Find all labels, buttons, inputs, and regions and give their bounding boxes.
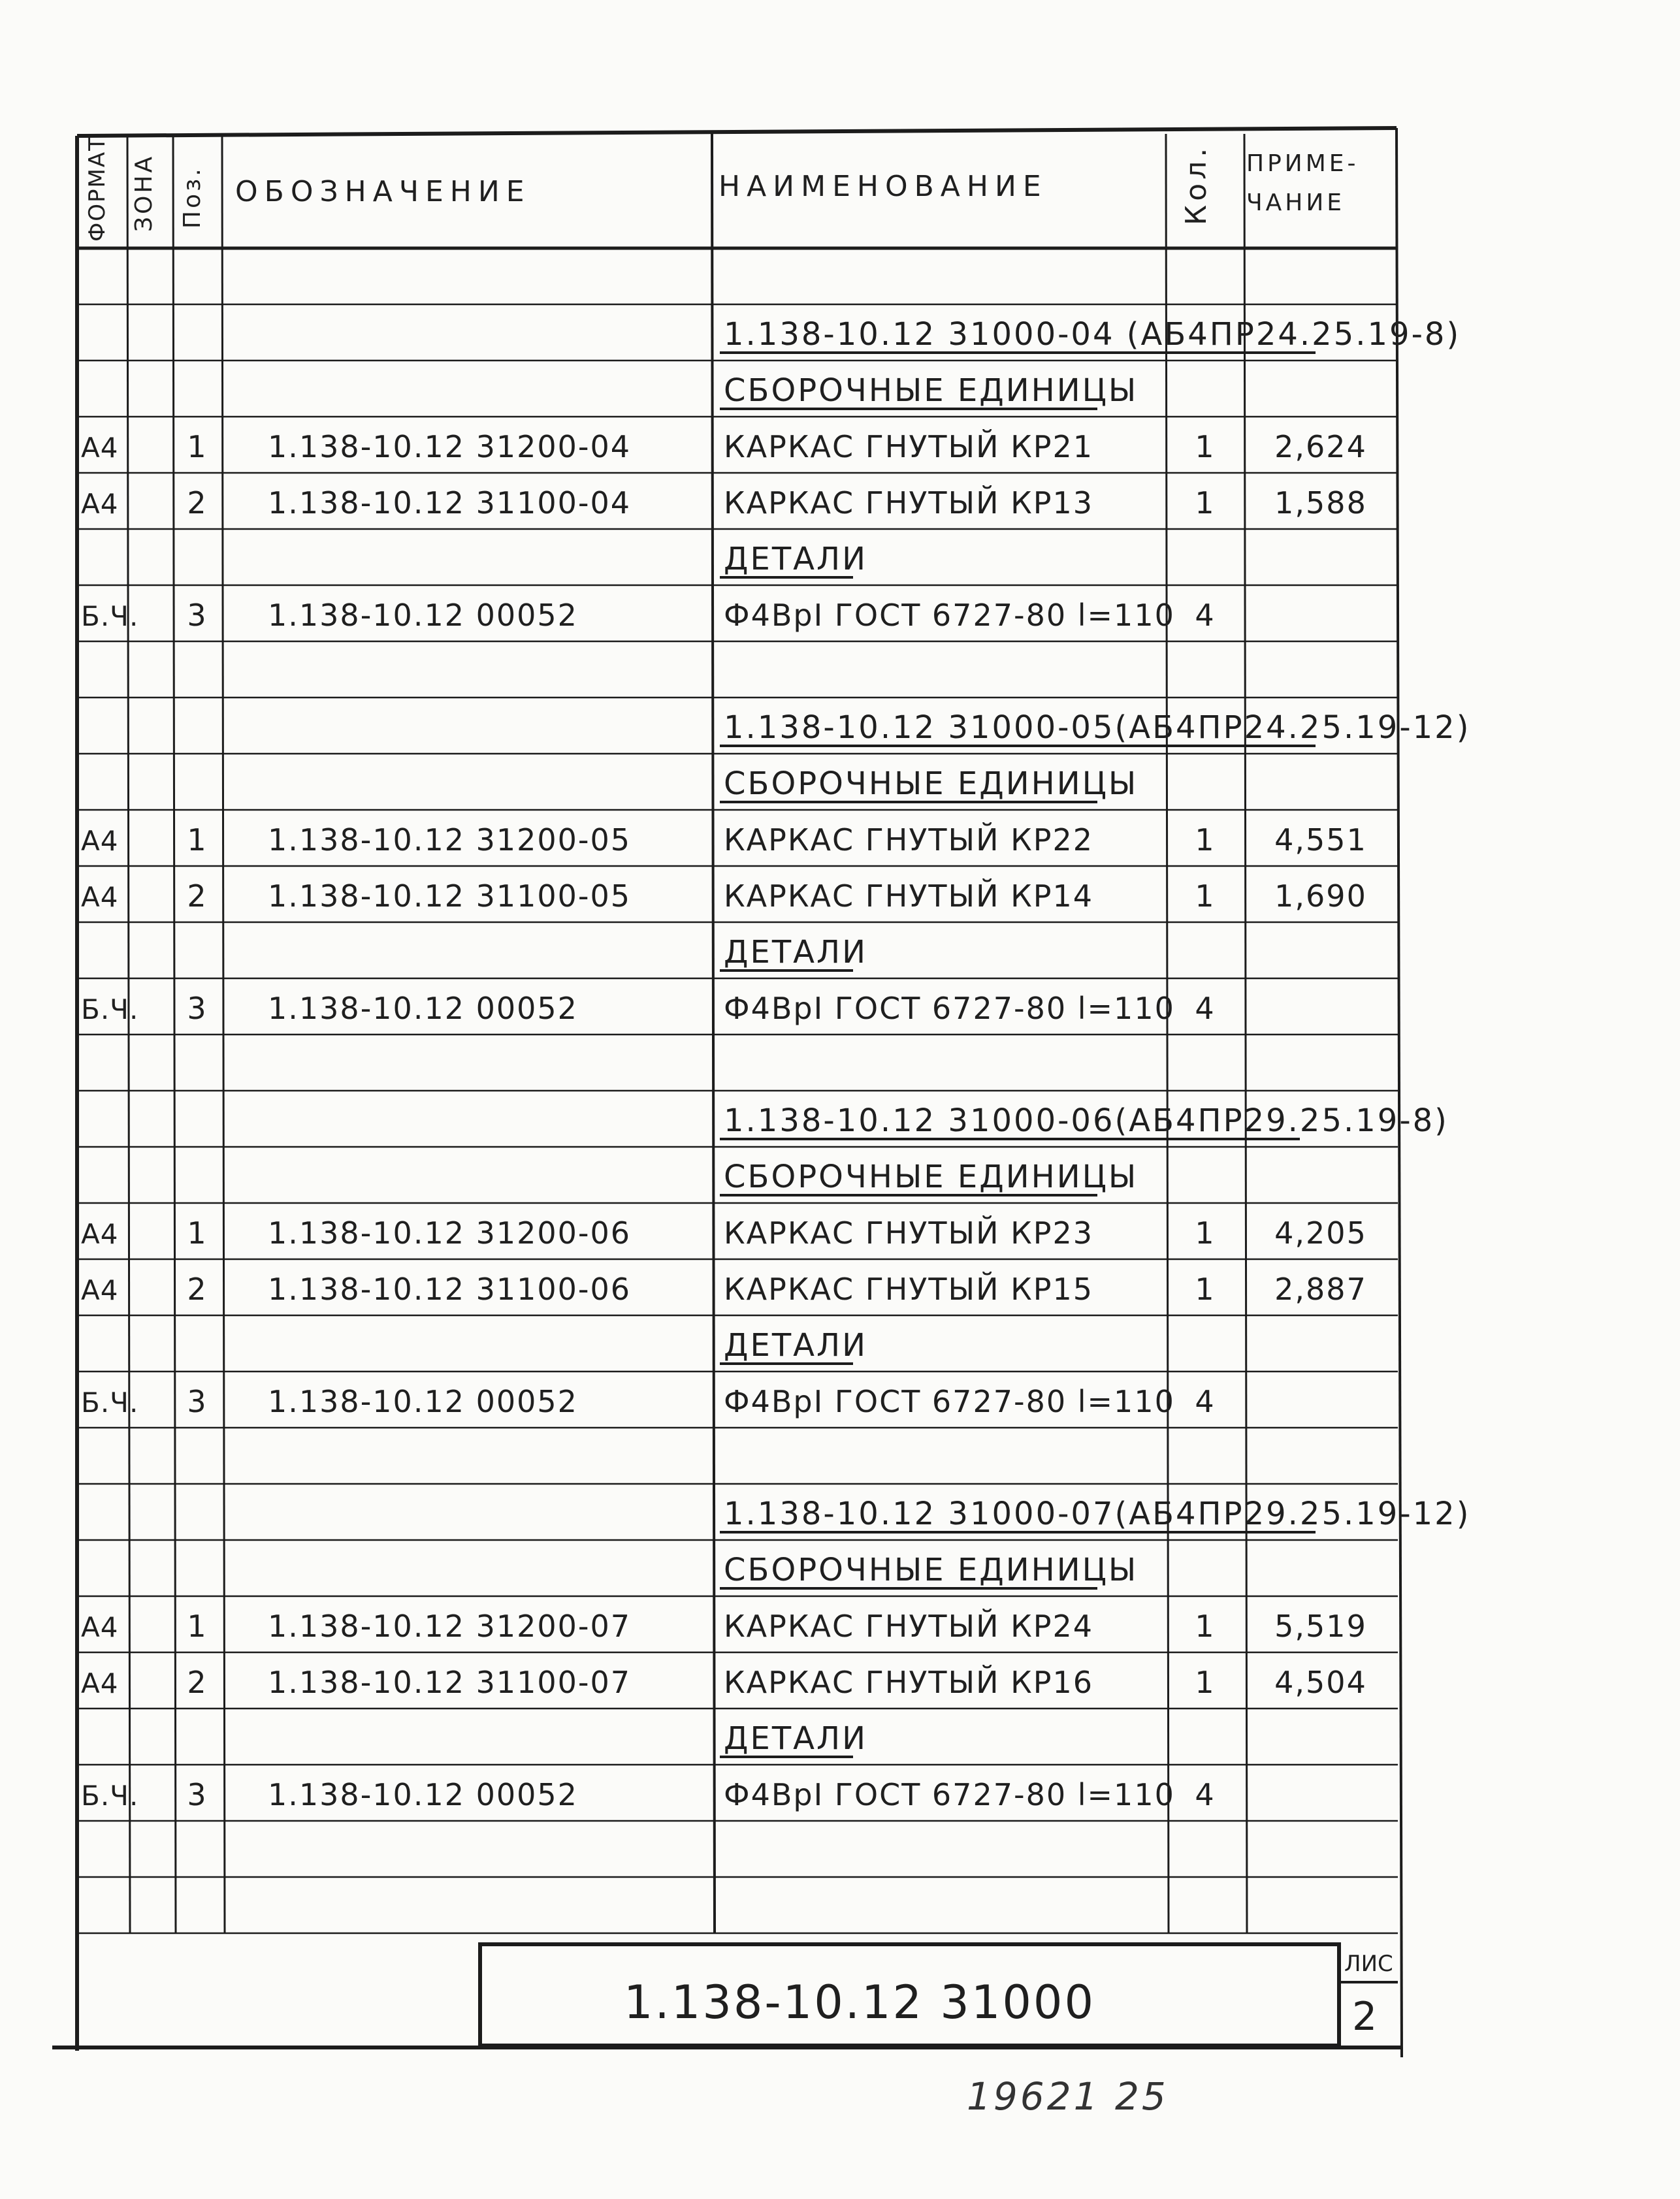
section-title: СБОРОЧНЫЕ ЕДИНИЦЫ bbox=[724, 765, 1139, 802]
format-cell: А4 bbox=[81, 1611, 119, 1643]
section-title: 1.138-10.12 31000-05(АБ4ПР24.25.19-12) bbox=[724, 709, 1471, 746]
format-cell: Б.Ч. bbox=[81, 1780, 139, 1812]
position-cell: 3 bbox=[187, 991, 208, 1026]
designation-cell: 1.138-10.12 00052 bbox=[268, 1384, 578, 1419]
designation-cell: 1.138-10.12 00052 bbox=[268, 1777, 578, 1812]
designation-cell: 1.138-10.12 31100-05 bbox=[268, 878, 632, 914]
title-block bbox=[480, 1944, 1398, 2046]
name-cell: КАРКАС ГНУТЫЙ КР14 bbox=[724, 878, 1094, 914]
position-cell: 3 bbox=[187, 598, 208, 633]
note-cell: 1,588 bbox=[1274, 485, 1367, 521]
note-cell: 2,624 bbox=[1274, 429, 1367, 464]
section-title: ДЕТАЛИ bbox=[724, 1720, 867, 1757]
section-title: СБОРОЧНЫЕ ЕДИНИЦЫ bbox=[724, 1552, 1139, 1588]
format-cell: А4 bbox=[81, 1218, 119, 1250]
quantity-cell: 4 bbox=[1195, 1777, 1216, 1812]
note-cell: 4,205 bbox=[1274, 1215, 1367, 1251]
quantity-cell: 1 bbox=[1195, 429, 1216, 464]
format-cell: Б.Ч. bbox=[81, 993, 139, 1025]
name-cell: КАРКАС ГНУТЫЙ КР23 bbox=[724, 1215, 1094, 1251]
header-qty: Кол. bbox=[1180, 144, 1213, 225]
note-cell: 5,519 bbox=[1274, 1609, 1367, 1644]
header-note-line1: ПРИМЕ- bbox=[1246, 150, 1359, 177]
designation-cell: 1.138-10.12 00052 bbox=[268, 991, 578, 1026]
quantity-cell: 1 bbox=[1195, 878, 1216, 914]
section-title: СБОРОЧНЫЕ ЕДИНИЦЫ bbox=[724, 1159, 1139, 1195]
position-cell: 2 bbox=[187, 1272, 208, 1307]
position-cell: 2 bbox=[187, 485, 208, 521]
position-cell: 1 bbox=[187, 429, 208, 464]
position-cell: 1 bbox=[187, 822, 208, 858]
section-title: СБОРОЧНЫЕ ЕДИНИЦЫ bbox=[724, 372, 1139, 409]
name-cell: Ф4ВрI ГОСТ 6727-80 l=110 bbox=[724, 1384, 1175, 1419]
header-pos: Поз. bbox=[179, 166, 206, 229]
format-cell: Б.Ч. bbox=[81, 1387, 139, 1419]
format-cell: А4 bbox=[81, 1667, 119, 1699]
quantity-cell: 1 bbox=[1195, 822, 1216, 858]
archive-stamp: 19621 25 bbox=[967, 2074, 1169, 2119]
designation-cell: 1.138-10.12 31200-06 bbox=[268, 1215, 632, 1251]
name-cell: Ф4ВрI ГОСТ 6727-80 l=110 bbox=[724, 598, 1175, 633]
designation-cell: 1.138-10.12 31200-07 bbox=[268, 1609, 632, 1644]
quantity-cell: 4 bbox=[1195, 991, 1216, 1026]
section-title: ДЕТАЛИ bbox=[724, 1327, 867, 1364]
quantity-cell: 1 bbox=[1195, 485, 1216, 521]
section-title: ДЕТАЛИ bbox=[724, 934, 867, 971]
name-cell: КАРКАС ГНУТЫЙ КР15 bbox=[724, 1272, 1094, 1307]
section-title: 1.138-10.12 31000-06(АБ4ПР29.25.19-8) bbox=[724, 1102, 1449, 1139]
sheet-number: 2 bbox=[1352, 1994, 1378, 2040]
name-cell: Ф4ВрI ГОСТ 6727-80 l=110 bbox=[724, 991, 1175, 1026]
sheet-label: ЛИС bbox=[1344, 1951, 1393, 1977]
note-cell: 1,690 bbox=[1274, 878, 1367, 914]
name-cell: Ф4ВрI ГОСТ 6727-80 l=110 bbox=[724, 1777, 1175, 1812]
format-cell: А4 bbox=[81, 1274, 119, 1306]
section-title: 1.138-10.12 31000-04 (АБ4ПР24.25.19-8) bbox=[724, 316, 1461, 353]
position-cell: 2 bbox=[187, 1665, 208, 1700]
header-designation: ОБОЗНАЧЕНИЕ bbox=[235, 175, 531, 208]
note-cell: 2,887 bbox=[1274, 1272, 1367, 1307]
table-header bbox=[84, 136, 1359, 242]
position-cell: 1 bbox=[187, 1215, 208, 1251]
position-cell: 3 bbox=[187, 1777, 208, 1812]
name-cell: КАРКАС ГНУТЫЙ КР21 bbox=[724, 429, 1094, 464]
section-title: 1.138-10.12 31000-07(АБ4ПР29.25.19-12) bbox=[724, 1496, 1471, 1532]
header-name: НАИМЕНОВАНИЕ bbox=[719, 170, 1048, 203]
designation-cell: 1.138-10.12 31200-05 bbox=[268, 822, 632, 858]
format-cell: А4 bbox=[81, 825, 119, 857]
designation-cell: 1.138-10.12 00052 bbox=[268, 598, 578, 633]
name-cell: КАРКАС ГНУТЫЙ КР22 bbox=[724, 822, 1094, 858]
name-cell: КАРКАС ГНУТЫЙ КР13 bbox=[724, 485, 1094, 521]
designation-cell: 1.138-10.12 31200-04 bbox=[268, 429, 632, 464]
format-cell: Б.Ч. bbox=[81, 600, 139, 632]
format-cell: А4 bbox=[81, 881, 119, 913]
spec-rows bbox=[81, 316, 1470, 1812]
quantity-cell: 4 bbox=[1195, 1384, 1216, 1419]
quantity-cell: 1 bbox=[1195, 1215, 1216, 1251]
note-cell: 4,504 bbox=[1274, 1665, 1367, 1700]
quantity-cell: 1 bbox=[1195, 1272, 1216, 1307]
name-cell: КАРКАС ГНУТЫЙ КР24 bbox=[724, 1609, 1094, 1644]
format-cell: А4 bbox=[81, 488, 119, 520]
name-cell: КАРКАС ГНУТЫЙ КР16 bbox=[724, 1665, 1094, 1700]
quantity-cell: 1 bbox=[1195, 1609, 1216, 1644]
header-format: ФОРМАТ bbox=[84, 136, 110, 242]
quantity-cell: 1 bbox=[1195, 1665, 1216, 1700]
designation-cell: 1.138-10.12 31100-07 bbox=[268, 1665, 632, 1700]
note-cell: 4,551 bbox=[1274, 822, 1367, 858]
designation-cell: 1.138-10.12 31100-04 bbox=[268, 485, 632, 521]
format-cell: А4 bbox=[81, 432, 119, 464]
position-cell: 1 bbox=[187, 1609, 208, 1644]
designation-cell: 1.138-10.12 31100-06 bbox=[268, 1272, 632, 1307]
header-zone: ЗОНА bbox=[131, 153, 157, 232]
header-note-line2: ЧАНИЕ bbox=[1246, 189, 1346, 216]
position-cell: 3 bbox=[187, 1384, 208, 1419]
section-title: ДЕТАЛИ bbox=[724, 541, 867, 577]
title-block-code: 1.138-10.12 31000 bbox=[624, 1976, 1095, 2029]
quantity-cell: 4 bbox=[1195, 598, 1216, 633]
position-cell: 2 bbox=[187, 878, 208, 914]
